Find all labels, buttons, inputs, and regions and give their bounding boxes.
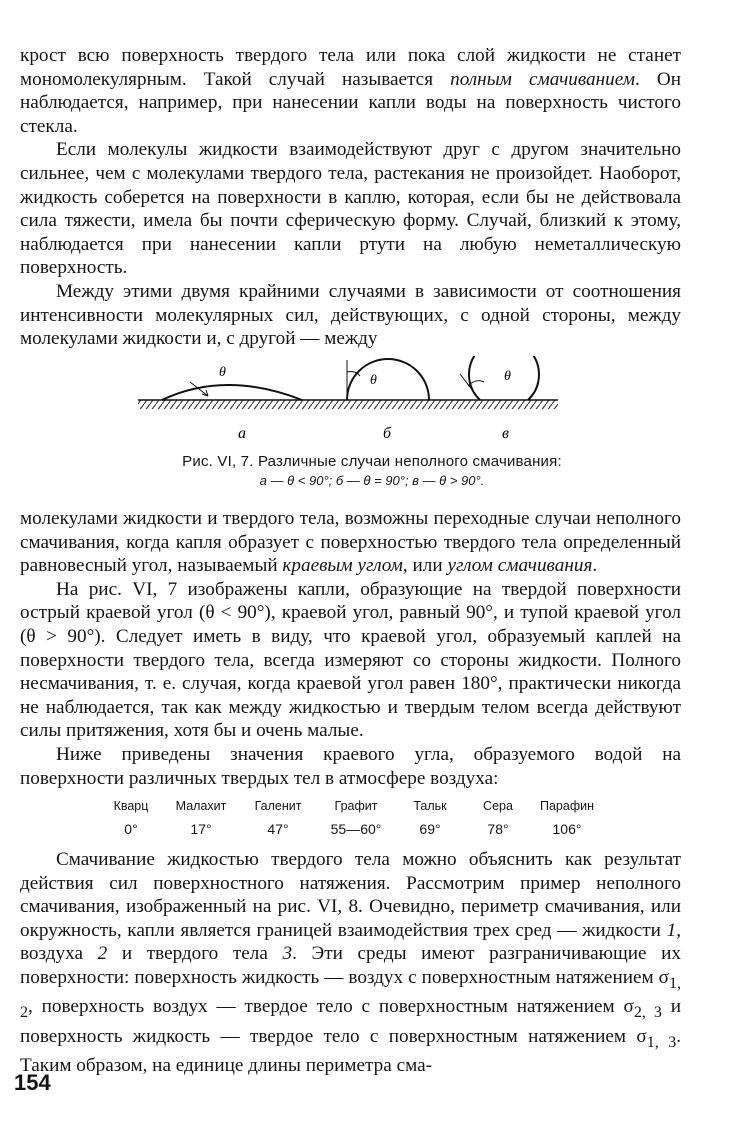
- emphasis-term: углом смачивания: [447, 555, 593, 577]
- figure-caption: [20, 452, 724, 489]
- drop-b-outline: [347, 359, 429, 400]
- mineral-name: Парафин: [539, 799, 594, 813]
- contact-angle-value: 55—60°: [330, 821, 382, 837]
- contact-angle-table: [100, 796, 620, 842]
- contact-angle-value: 17°: [190, 821, 212, 837]
- mineral-name: Малахит: [175, 799, 227, 813]
- text-block-bottom: [20, 848, 681, 1078]
- page-number: 154: [14, 1070, 51, 1095]
- paragraph: молекулами жидкости и твердого тела, возможны переходные случаи неполного смачивания, когда капля образует с поверхностью твердого тела определенный равновесный угол, называемый краевым углом, или углом смачивания.: [20, 508, 681, 577]
- caption-title: Рис. VI, 7. Различные случаи неполного смачивания:: [182, 453, 562, 470]
- solid-surface-hatching: [138, 400, 558, 409]
- contact-angle-value: 0°: [124, 821, 138, 837]
- paragraph: Между этими двумя крайними случаями в зависимости от соотношения интенсивности молекулярных сил, действующих, с одной стороны, между молекулами жидкости и, с другой — между: [20, 280, 681, 350]
- paragraph: Если молекулы жидкости взаимодействуют друг с другом значительно сильнее, чем с молекулами твердого тела, растекания не произойдет. Наоборот, жидкость соберется на поверхности в каплю, которая, если бы не действовала сила тяжести, имела бы почти сферическую форму. Случай, близкий к этому, наблюдается при нанесении капли ртути на любую неметаллическую поверхность.: [20, 139, 681, 279]
- contact-angle-value: 69°: [419, 821, 441, 837]
- contact-angle-value: 47°: [267, 821, 289, 837]
- table-values-row: [100, 816, 620, 842]
- subscript-index: 1, 3: [646, 1033, 677, 1051]
- theta-label-c: θ: [504, 369, 511, 384]
- emphasis-term: 1: [666, 919, 677, 941]
- mineral-name: Графит: [334, 799, 378, 813]
- drop-a-outline: [162, 385, 302, 400]
- paragraph: Ниже приведены значения краевого угла, образуемого водой на поверхности различных твердых тел в атмосфере воздуха:: [20, 743, 681, 789]
- caption-legend: а — θ < 90°; б — θ = 90°; в — θ > 90°.: [259, 473, 485, 488]
- paragraph: крост всю поверхность твердого тела или пока слой жидкости не станет мономолекулярным. Такой случай называется полным смачиванием. Он наблюдается, например, при нанесении капли воды на поверхность чистого стекла.: [20, 45, 682, 137]
- panel-label-b: б: [383, 425, 392, 442]
- theta-label-b: θ: [370, 373, 377, 388]
- contact-angle-value: 78°: [487, 821, 509, 837]
- wetting-diagram: [90, 356, 670, 446]
- emphasis-term: 2: [97, 943, 108, 965]
- emphasis-term: 3: [282, 943, 293, 965]
- contact-angle-value: 106°: [552, 821, 582, 837]
- table-header-row: [100, 796, 620, 816]
- mineral-name: Кварц: [113, 799, 149, 813]
- emphasis-term: краевым углом: [282, 555, 403, 577]
- text-block-top: [20, 44, 681, 351]
- paragraph: На рис. VI, 7 изображены капли, образующие на твердой поверхности острый краевой угол (θ < 90°), краевой угол, равный 90°, и тупой краевой угол (θ > 90°). Следует иметь в виду, что краевой угол, образуемый каплей на поверхности твердого тела, всегда измеряют со стороны жидкости. Полного несмачивания, т. е. случая, когда краевой угол равен 180°, практически никогда не наблюдается, так как между жидкостью и твердым телом всегда действуют силы притяжения, хотя бы и очень малые.: [20, 578, 681, 742]
- theta-label-a: θ: [219, 365, 226, 380]
- subscript-index: 1, 2: [20, 974, 681, 1022]
- subscript-index: 2, 3: [633, 1004, 662, 1022]
- panel-label-c: в: [502, 425, 509, 442]
- paragraph: Смачивание жидкостью твердого тела можно объяснить как результат действия сил поверхностного натяжения. Рассмотрим пример неполного смачивания, изображенный на рис. VI, 8. Очевидно, периметр смачивания, или окружность, капли является границей взаимодействия трех сред — жидкости 1, воздуха 2 и твердого тела 3. Эти среды имеют разграничивающие их поверхности: поверхность жидкость — воздух с поверхностным натяжением $\sigma_{1, 2}$, поверхность воздух — твердое тело с поверхностным натяжением $\sigma_{2, 3}$ и поверхность жидкость — твердое тело с поверхностным натяжением $\sigma_{1, 3}$. Таким образом, на единице длины периметра сма-: [20, 849, 682, 1077]
- mineral-name: Сера: [483, 799, 513, 813]
- mineral-name: Галенит: [254, 799, 302, 813]
- text-block-middle: [20, 507, 681, 790]
- mineral-name: Тальк: [413, 799, 447, 813]
- panel-label-a: а: [238, 425, 246, 442]
- emphasis-term: полным смачиванием: [450, 68, 636, 90]
